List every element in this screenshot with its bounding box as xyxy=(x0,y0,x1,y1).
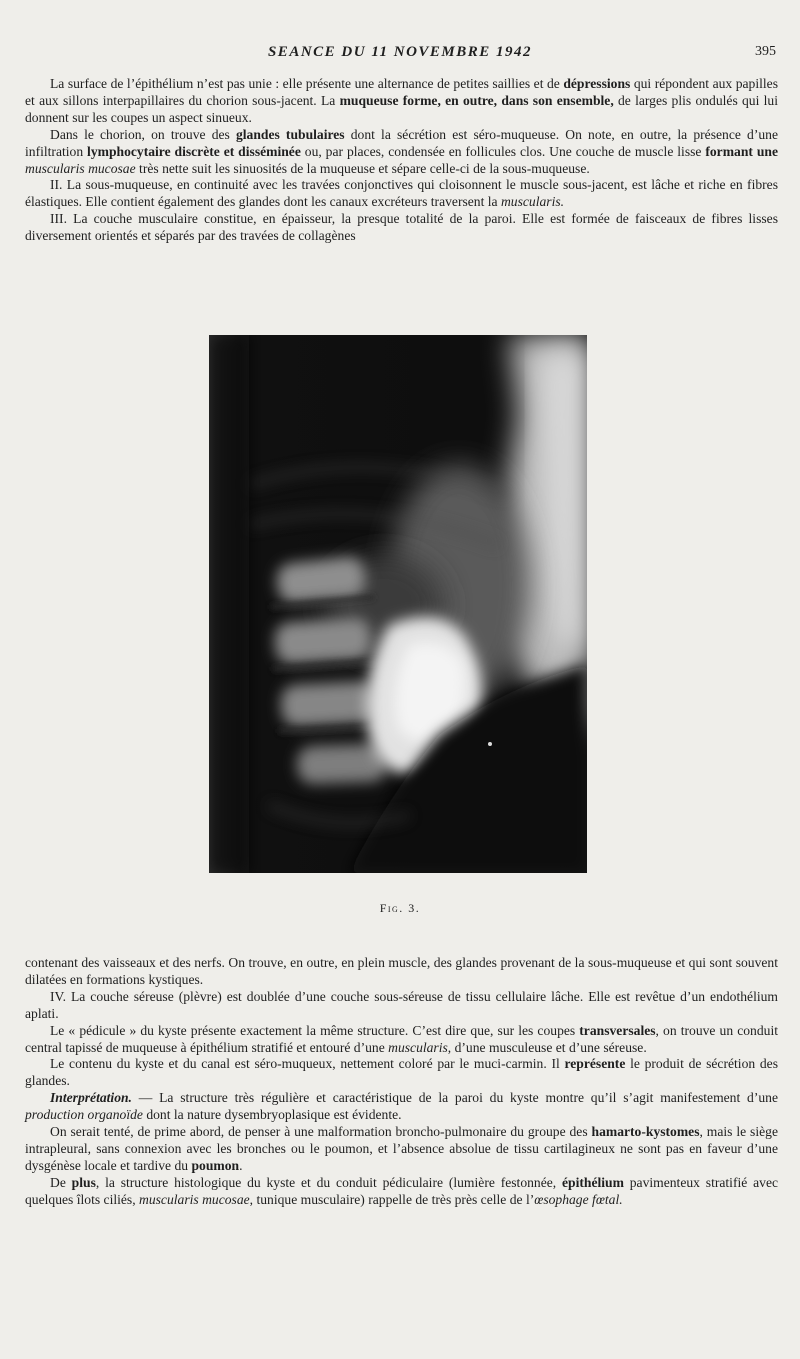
text-run: , on trouve un conduit central tapissé de muqueuse à épithélium stratifié et entouré d’une xyxy=(25,1022,778,1055)
text-run: dont la nature dysembryoplasique est évidente. xyxy=(142,1107,402,1123)
paragraph xyxy=(25,1175,778,1209)
text-run: qui répondent aux papilles et aux sillons interpapillaires du chorion sous-jacent. La xyxy=(25,76,778,108)
text-run: II. La sous-muqueuse, en continuité avec les travées conjonctives qui cloisonnent le muscle sous-jacent, est lâche et riche en fibres élastiques. Elle contient également des glandes dont les canaux excréteurs traversent la xyxy=(25,177,778,210)
text-run: hamarto-kystomes xyxy=(591,1124,700,1140)
text-run: lymphocytaire discrète et disséminée xyxy=(87,143,301,159)
text-run: épithélium xyxy=(562,1174,624,1190)
text-run: ou, par places, condensée en follicules clos. Une couche de muscle lisse xyxy=(300,143,706,159)
paragraph xyxy=(25,177,778,211)
running-title: SEANCE DU 11 NOVEMBRE 1942 xyxy=(267,44,533,60)
text-run: poumon xyxy=(191,1157,240,1173)
text-run: , d’une musculeuse et d’une séreuse. xyxy=(447,1039,647,1055)
text-run: , tunique musculaire) rappelle de très près celle de l’ xyxy=(249,1191,535,1207)
text-run: La surface de l’épithélium n’est pas unie : elle présente une alternance de petites saillies et de xyxy=(50,76,564,91)
text-run: muscularis xyxy=(388,1039,448,1055)
text-run: œsophage fœtal. xyxy=(534,1191,623,1207)
text-run: Dans le chorion, on trouve des xyxy=(50,126,236,142)
text-run: Le contenu du kyste et du canal est séro-muqueux, nettement coloré par le muci-carmin. Il xyxy=(50,1056,565,1072)
text-run: très nette suit les sinuosités de la muqueuse et sépare celle-ci de la sous-muqueuse. xyxy=(135,160,590,176)
text-run: le produit de sécrétion des glandes. xyxy=(25,1056,778,1089)
paragraph xyxy=(25,211,778,245)
text-run: formant une xyxy=(705,143,778,159)
text-run: Le « pédicule » du kyste présente exactement la même structure. C’est dire que, sur les coupes xyxy=(50,1022,580,1038)
figure-caption: Fig. 3. xyxy=(379,901,421,915)
text-run: , la structure histologique du kyste et du conduit pédiculaire (lumière festonnée, xyxy=(95,1174,562,1190)
paragraph xyxy=(25,989,778,1023)
text-run: muqueuse forme, en outre, dans son ensemble, xyxy=(339,92,614,108)
text-run: représente xyxy=(564,1056,626,1072)
text-run: dépressions xyxy=(563,76,631,91)
text-run: muscularis mucosae xyxy=(25,160,136,176)
text-run: . xyxy=(239,1157,243,1173)
body-text-bottom xyxy=(25,955,778,1209)
text-run: transversales xyxy=(579,1022,656,1038)
radiograph-figure xyxy=(209,335,587,873)
paragraph xyxy=(25,1124,778,1175)
paragraph xyxy=(25,955,778,989)
paragraph xyxy=(25,1023,778,1057)
text-run: pavimenteux stratifié avec quelques îlots ciliés, xyxy=(25,1174,779,1207)
text-run: III. La couche musculaire constitue, en épaisseur, la presque totalité de la paroi. Elle est formée de faisceaux de fibres lisses diversement orientés et séparés par des travées de collagènes xyxy=(25,211,778,244)
text-run: dont la sécrétion est séro-muqueuse. On note, en outre, la présence d’une infiltration xyxy=(25,126,778,159)
paragraph xyxy=(25,127,778,178)
text-run: plus xyxy=(71,1174,96,1190)
text-run: glandes tubulaires xyxy=(235,126,345,142)
paragraph xyxy=(25,1090,778,1124)
text-run: , mais le siège intrapleural, sans connexion avec les bronches ou le poumon, et l’absence absolue de tissu cartilagineux ne sont pas en faveur d’une dysgénèse locale et tardive du xyxy=(25,1124,778,1173)
page-number: 395 xyxy=(755,44,776,59)
text-run: IV. La couche séreuse (plèvre) est doublée d’une couche sous-séreuse de tissu cellulaire lâche. Elle est revêtue d’un endothélium aplati. xyxy=(25,988,778,1021)
text-run: muscularis mucosae xyxy=(139,1191,250,1207)
paragraph xyxy=(25,76,778,127)
text-run: de larges plis ondulés qui lui donnent sur les coupes un aspect sinueux. xyxy=(25,92,778,125)
text-run: On serait tenté, de prime abord, de penser à une malformation broncho-pulmonaire du groupe des xyxy=(50,1124,592,1140)
radiograph-image xyxy=(209,335,587,873)
text-run: De xyxy=(50,1174,72,1190)
text-run: contenant des vaisseaux et des nerfs. On trouve, en outre, en plein muscle, des glandes provenant de la sous-muqueuse et qui sont souvent dilatées en formations kystiques. xyxy=(25,955,778,987)
running-header xyxy=(0,44,800,66)
body-text-top xyxy=(25,76,778,245)
text-run: Interprétation. xyxy=(50,1090,132,1106)
text-run: muscularis. xyxy=(500,194,565,210)
paragraph xyxy=(25,1056,778,1090)
text-run: — La structure très régulière et caractéristique de la paroi du kyste montre qu’il s’agit manifestement d’une xyxy=(131,1090,778,1106)
text-run: production organoïde xyxy=(25,1107,143,1123)
